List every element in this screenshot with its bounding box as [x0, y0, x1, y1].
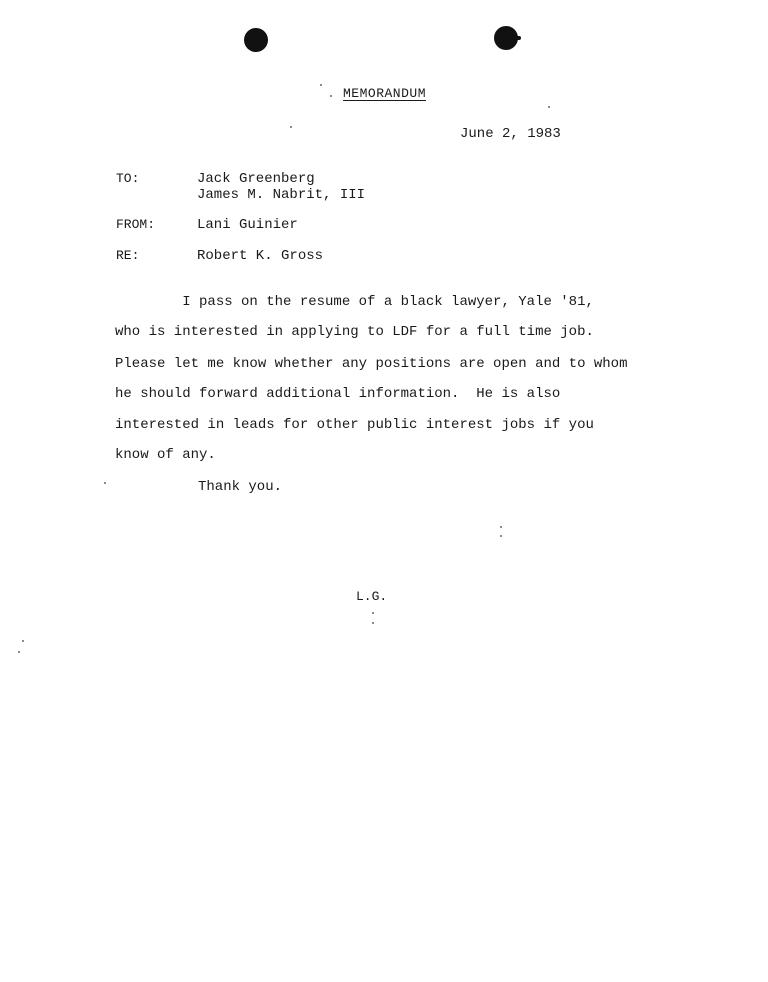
scan-speck — [22, 640, 24, 642]
re-subject: Robert K. Gross — [197, 248, 324, 264]
memo-title: MEMORANDUM — [343, 86, 427, 101]
body-line-1: I pass on the resume of a black lawyer, Yale '81, — [115, 294, 594, 310]
to-recipient-1: Jack Greenberg — [197, 171, 315, 187]
body-line-4: he should forward additional information. He is also — [115, 386, 561, 402]
scan-speck — [548, 106, 550, 108]
scan-speck — [500, 526, 502, 528]
scan-speck — [330, 95, 332, 97]
body-line-6: know of any. — [115, 447, 216, 463]
memo-date: June 2, 1983 — [460, 126, 561, 142]
scan-speck — [372, 622, 374, 624]
closing: Thank you. — [198, 479, 283, 495]
scan-speck — [104, 482, 106, 484]
body-line-5: interested in leads for other public interest jobs if you — [115, 417, 594, 433]
from-sender: Lani Guinier — [197, 217, 298, 233]
scan-speck — [18, 651, 20, 653]
scan-speck — [500, 535, 502, 537]
punch-hole-right — [494, 26, 518, 50]
punch-hole-left — [244, 28, 268, 52]
body-line-3: Please let me know whether any positions are open and to whom — [115, 356, 628, 372]
to-recipient-2: James M. Nabrit, III — [197, 187, 366, 203]
re-label: RE: — [116, 248, 140, 263]
scan-speck — [372, 612, 374, 614]
from-label: FROM: — [116, 217, 156, 232]
to-label: TO: — [116, 171, 140, 186]
scan-speck — [290, 126, 292, 128]
body-line-2: who is interested in applying to LDF for a full time job. — [115, 324, 594, 340]
scan-speck — [320, 84, 322, 86]
signature-initials: L.G. — [356, 589, 388, 604]
